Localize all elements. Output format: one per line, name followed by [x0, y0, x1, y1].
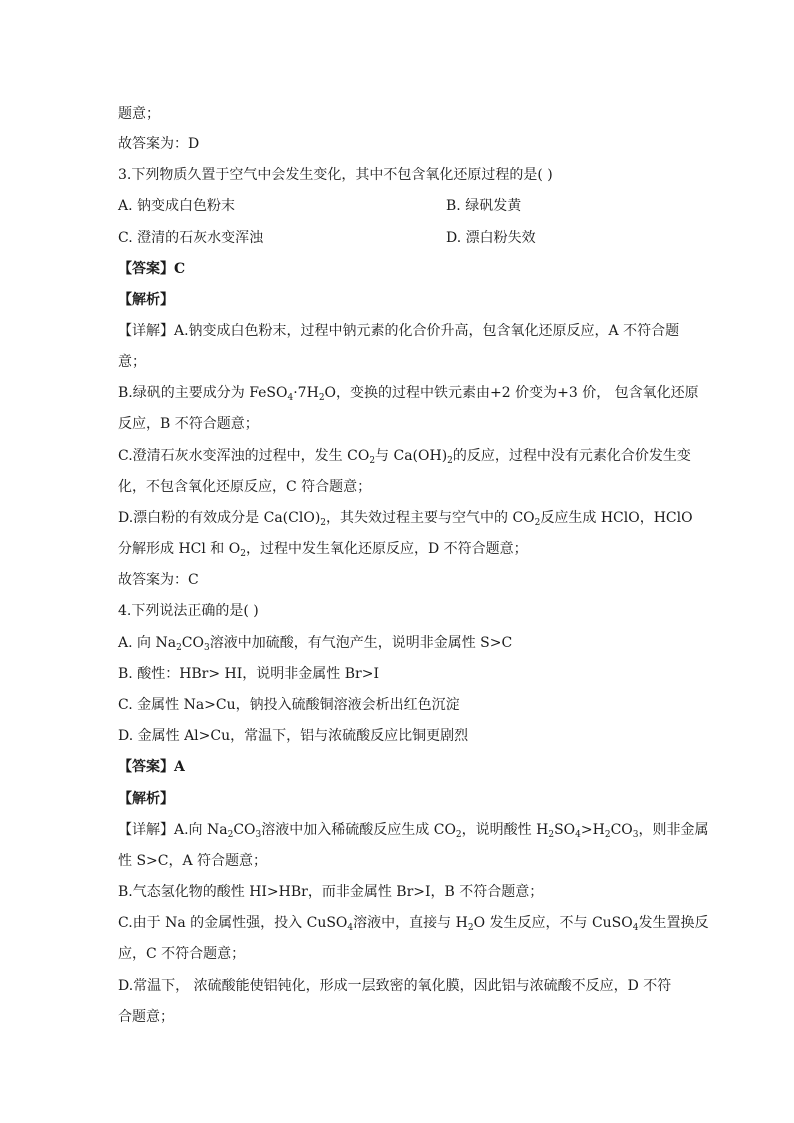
question-3-option-a: A. 钠变成白色粉末 — [118, 198, 236, 214]
question-3-option-d: D. 漂白粉失效 — [446, 230, 536, 246]
text-line: C.澄清石灰水变浑浊的过程中，发生 $CO_2$与 $Ca(OH)_2$的反应，过程中没有元素化合价发生变 — [118, 448, 691, 466]
text-line: 化，不包含氧化还原反应，C 符合题意； — [118, 479, 372, 495]
text-line: 应，C 不符合题意； — [118, 946, 246, 962]
text-line: D.常温下， 浓硫酸能使铝钝化，形成一层致密的氧化膜，因此铝与浓硫酸不反应，D 不符 — [118, 978, 672, 994]
text-line: 【详解】A.钠变成白色粉末，过程中钠元素的化合价升高，包含氧化还原反应，A 不符合题 — [118, 323, 680, 339]
question-3-option-c: C. 澄清的石灰水变浑浊 — [118, 230, 264, 246]
text-line: 故答案为：D — [118, 136, 200, 152]
text-line: 合题意； — [118, 1009, 174, 1025]
text-line: 意； — [118, 354, 146, 370]
text-line: 性 S>C，A 符合题意； — [118, 853, 268, 869]
analysis-label: 【解析】 — [118, 292, 174, 308]
analysis-label: 【解析】 — [118, 791, 174, 807]
text-line: C.由于 Na 的金属性强，投入 CuSO$_4$溶液中，直接与 $H_2O$ 发生反应，不与 CuSO$_4$发生置换反 — [118, 915, 709, 933]
text-line: B.绿矾的主要成分为 $FeSO_4\cdot 7H_2O$，变换的过程中铁元素由+2 价变为+3 价， 包含氧化还原 — [118, 385, 699, 403]
text-line: 题意； — [118, 106, 160, 122]
question-4-option-c: C. 金属性 Na>Cu，钠投入硫酸铜溶液会析出红色沉淀 — [118, 697, 460, 713]
question-4-option-a: A. 向 $Na_2CO_3$溶液中加硫酸，有气泡产生，说明非金属性 S>C — [118, 635, 513, 653]
question-3-stem: 3.下列物质久置于空气中会发生变化，其中不包含氧化还原过程的是( ) — [118, 167, 553, 183]
answer-label: 【答案】A — [118, 759, 185, 775]
text-line: D.漂白粉的有效成分是 $Ca(ClO)_2$，其失效过程主要与空气中的 $CO_2$反应生成 HClO，HClO — [118, 510, 693, 528]
question-4-stem: 4.下列说法正确的是( ) — [118, 603, 259, 619]
question-4-option-b: B. 酸性：HBr> HI，说明非金属性 Br>I — [118, 666, 379, 682]
question-4-option-d: D. 金属性 Al>Cu，常温下，铝与浓硫酸反应比铜更剧烈 — [118, 728, 469, 744]
answer-label: 【答案】C — [118, 261, 186, 277]
text-line: 反应，B 不符合题意； — [118, 416, 259, 432]
question-3-option-b: B. 绿矾发黄 — [446, 198, 522, 214]
text-line: B.气态氢化物的酸性 HI>HBr，而非金属性 Br>I，B 不符合题意； — [118, 884, 544, 900]
text-line: 【详解】A.向 $Na_2CO_3$溶液中加入稀硫酸反应生成 $CO_2$，说明酸性 $H_2SO_4>H_2CO_3$，则非金属 — [118, 822, 709, 840]
text-line: 分解形成 HCl 和 $O_2$，过程中发生氧化还原反应，D 不符合题意； — [118, 541, 528, 559]
text-line: 故答案为：C — [118, 572, 199, 588]
